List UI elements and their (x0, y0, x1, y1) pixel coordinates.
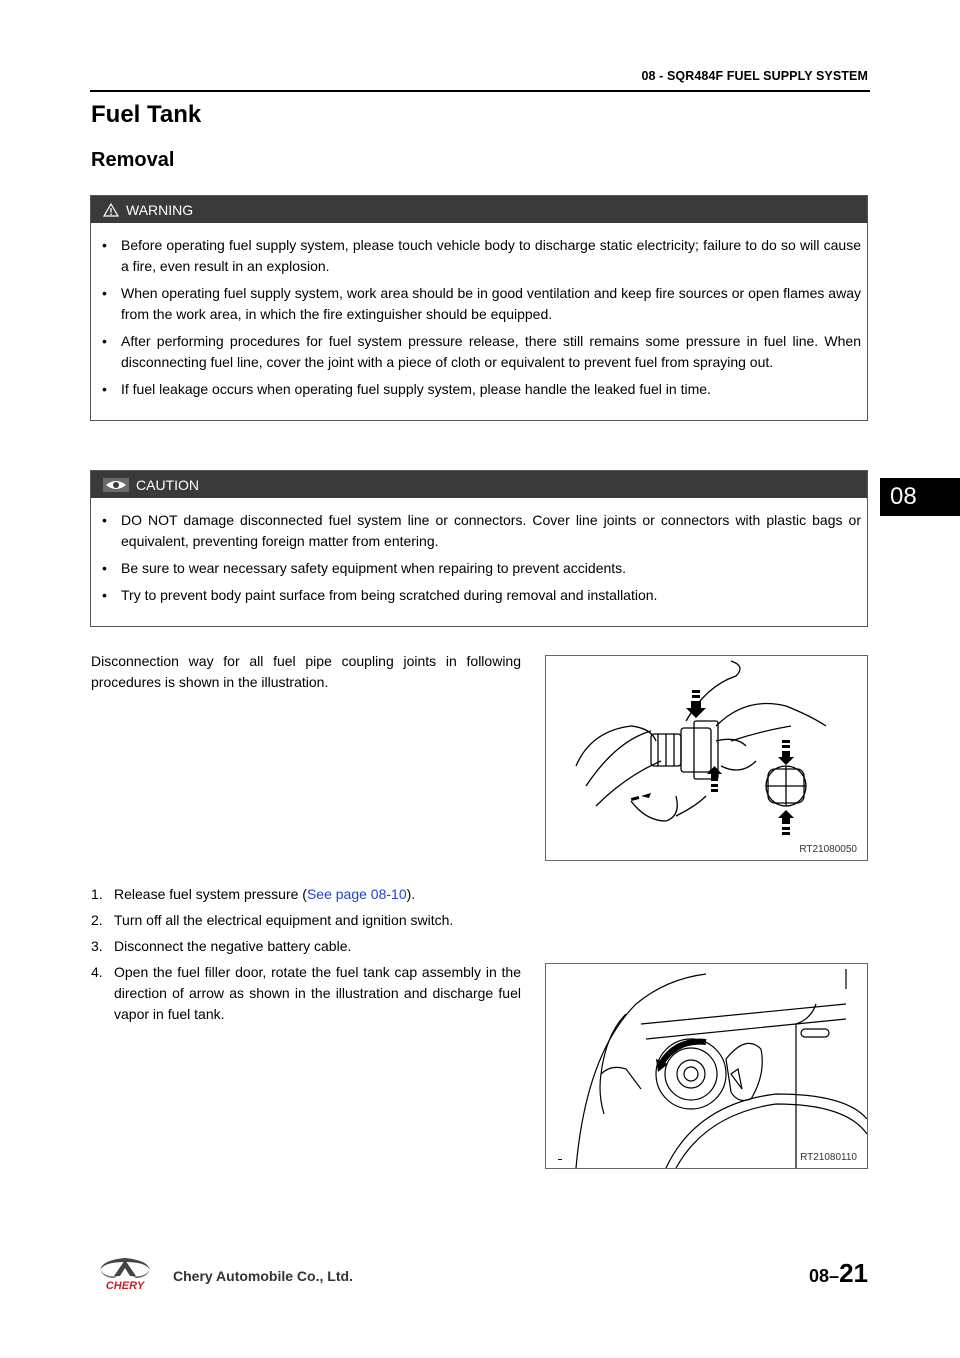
step-item (91, 962, 521, 1025)
eye-icon (103, 478, 129, 492)
step-text: Release fuel system pressure ( (114, 886, 307, 902)
header-rule (90, 90, 870, 92)
section-header: 08 - SQR484F FUEL SUPPLY SYSTEM (641, 69, 868, 83)
step-number: 4. (91, 964, 103, 980)
footer-company: Chery Automobile Co., Ltd. (173, 1268, 353, 1284)
figure-coupling-disconnect (545, 655, 868, 861)
caution-item: • DO NOT damage disconnected fuel system line or connectors. Cover line joints or connectors with plastic bags or equivalent, preventing foreign matter from entering. (99, 510, 861, 552)
warning-item: • When operating fuel supply system, work area should be in good ventilation and keep fire sources or open flames away from the work area, in which the fire extinguisher should be equipped. (99, 283, 861, 325)
caution-item: • Try to prevent body paint surface from being scratched during removal and installation. (99, 585, 861, 606)
step-number: 2. (91, 912, 103, 928)
warning-item: • If fuel leakage occurs when operating fuel supply system, please handle the leaked fuel in time. (99, 379, 861, 400)
caution-item: • Be sure to wear necessary safety equipment when repairing to prevent accidents. (99, 558, 861, 579)
step-item (91, 910, 521, 931)
section-subtitle: Removal (91, 149, 175, 171)
step-text-end: ). (406, 886, 416, 902)
warning-item: • Before operating fuel supply system, please touch vehicle body to discharge static electricity; failure to do so will cause a fire, even result in an explosion. (99, 235, 861, 277)
caution-label: CAUTION (136, 476, 199, 493)
step-text: Turn off all the electrical equipment and ignition switch. (114, 912, 454, 928)
chapter-side-tab: 08 (880, 478, 960, 516)
step-text: Disconnect the negative battery cable. (114, 938, 352, 954)
chapter-prefix: 08– (809, 1266, 840, 1286)
caution-header (91, 471, 867, 498)
warning-label: WARNING (126, 201, 194, 218)
warning-item: • After performing procedures for fuel system pressure release, there still remains some pressure in fuel line. When disconnecting fuel line, cover the joint with a piece of cloth or equivalent to prevent fuel from spraying out. (99, 331, 861, 373)
step-item (91, 884, 521, 905)
figure-fuel-filler (545, 963, 868, 1169)
page-number (809, 1258, 868, 1289)
step-number: 1. (91, 886, 103, 902)
step-item (91, 936, 521, 957)
caution-list (91, 498, 867, 626)
page-reference-link[interactable]: See page 08-10 (306, 886, 407, 902)
figure-code: RT21080050 (799, 844, 857, 855)
caution-box (90, 470, 868, 627)
intro-paragraph: Disconnection way for all fuel pipe coupling joints in following procedures is shown in the illustration. (91, 653, 521, 690)
warning-header (91, 196, 867, 223)
step-text: Open the fuel filler door, rotate the fuel tank cap assembly in the direction of arrow as shown in the illustration and discharge fuel vapor in fuel tank. (114, 964, 521, 1022)
warning-triangle-icon (103, 203, 119, 217)
logo-text: CHERY (105, 1280, 145, 1292)
procedure-steps (91, 884, 521, 1030)
step-number: 3. (91, 938, 103, 954)
fuel-filler-illustration (546, 964, 867, 1168)
figure-code: RT21080110 (800, 1152, 857, 1163)
warning-list (91, 223, 867, 420)
page-title: Fuel Tank (91, 101, 202, 128)
chery-logo (92, 1256, 158, 1297)
warning-box (90, 195, 868, 421)
page-num: 21 (839, 1258, 868, 1288)
coupling-illustration (546, 656, 867, 860)
